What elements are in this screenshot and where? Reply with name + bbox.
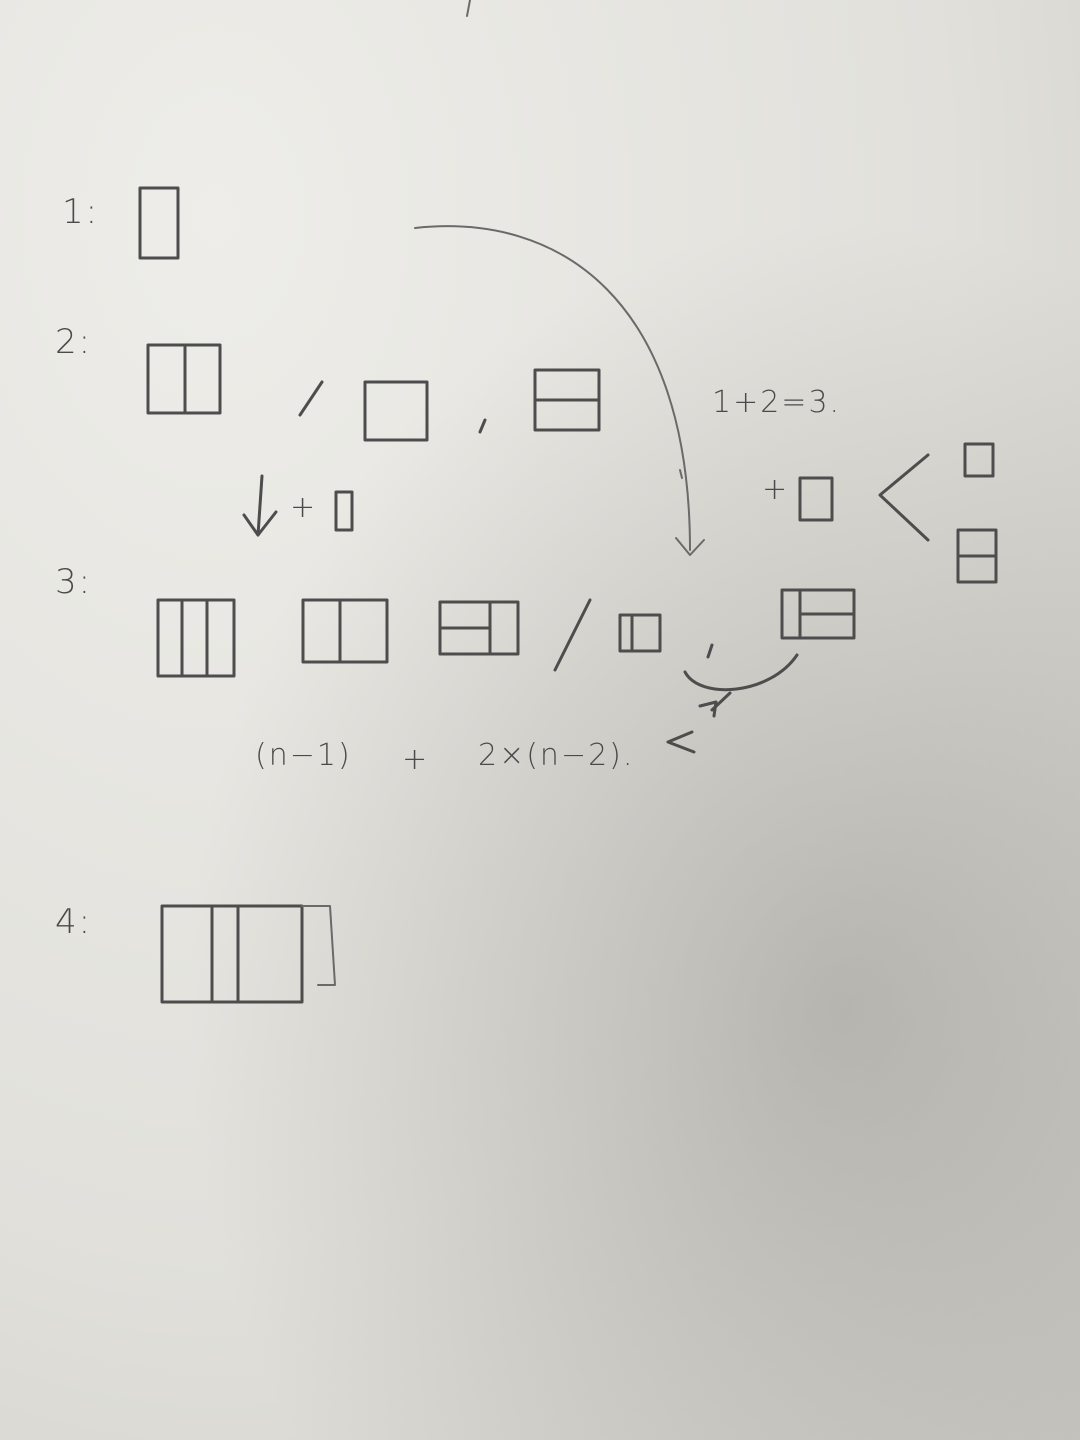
brace-arrowhead [700, 702, 716, 716]
row-4-label: 4: [55, 902, 93, 942]
dot-mark [680, 470, 682, 478]
tiling-n2-horizontal-pair [535, 370, 599, 430]
brace-icon [685, 655, 797, 690]
sum-note: 1+2=3. [712, 385, 842, 420]
tile-vertical-n1 [140, 188, 178, 258]
curved-arrow-icon [415, 226, 704, 555]
plus-sign-right: + [762, 472, 790, 507]
plus-sign-left: + [290, 490, 318, 525]
tile-square-n2 [365, 382, 427, 440]
formula-arrowhead [668, 732, 694, 752]
comma-mark-2 [708, 645, 712, 657]
tiling-n2-vertical-pair [148, 345, 220, 413]
slash-separator-2 [555, 600, 590, 670]
stray-mark [467, 0, 470, 16]
small-box-left [336, 492, 352, 530]
small-box-right [800, 478, 832, 520]
row-3-label: 3: [55, 562, 93, 602]
tiling-n3-three-vertical [158, 600, 234, 676]
formula-term-1: (n−1) [255, 738, 352, 773]
formula-term-2: 2×(n−2). [478, 738, 635, 773]
branch-bracket [880, 455, 928, 540]
row-1-label: 1: [62, 192, 100, 232]
tiling-n3-vertical-plus-horizontal [782, 590, 854, 638]
down-arrow-icon [244, 476, 276, 535]
tiling-n3-square-plus-vertical [303, 600, 387, 662]
row-2-label: 2: [55, 322, 93, 362]
tiling-n3-vertical-plus-square [620, 615, 660, 651]
option-box-top [965, 444, 993, 476]
tiling-n3-horizontal-plus-vertical [440, 602, 518, 654]
slash-separator [300, 382, 322, 415]
formula-plus: + [402, 742, 430, 777]
tiling-n4-partial [162, 906, 335, 1002]
comma-mark [480, 420, 485, 432]
option-box-bottom [958, 530, 996, 582]
